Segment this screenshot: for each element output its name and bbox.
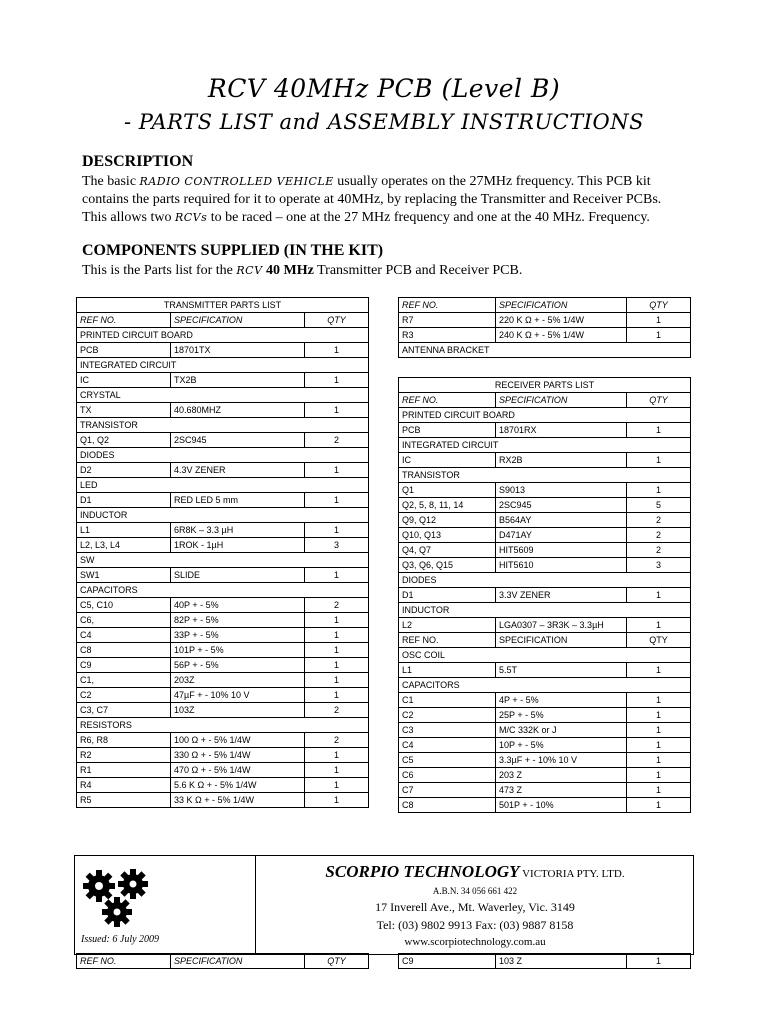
issued-date: Issued: 6 July 2009 xyxy=(81,934,160,945)
ref-no-cell: Q2, 5, 8, 11, 14 xyxy=(399,498,496,513)
specification-cell: 240 K Ω + - 5% 1/4W xyxy=(496,328,627,343)
ref-no-cell: D2 xyxy=(77,463,171,478)
parts-list-title: TRANSMITTER PARTS LIST xyxy=(77,298,369,313)
gears-logo-icon xyxy=(81,866,161,934)
table-row xyxy=(77,628,369,643)
specification-cell: 203 Z xyxy=(496,768,627,783)
description-line-2: contains the parts required for it to operate at 40MHz, by replacing the Transmitter and Receiver PCBs. xyxy=(82,192,662,207)
section-label: TRANSISTOR xyxy=(399,468,691,483)
ref-no-header: REF NO. xyxy=(399,393,496,408)
ref-no-cell: Q1 xyxy=(399,483,496,498)
section-row xyxy=(399,408,691,423)
qty-cell: 1 xyxy=(305,403,369,418)
specification-cell: D471AY xyxy=(496,528,627,543)
receiver-parts-table xyxy=(398,377,691,813)
document-subtitle: - PARTS LIST and ASSEMBLY INSTRUCTIONS xyxy=(123,110,645,134)
qty-cell: 1 xyxy=(627,313,691,328)
specification-cell: SPECIFICATION xyxy=(496,633,627,648)
specification-cell: 40.680MHZ xyxy=(171,403,305,418)
ref-no-cell: Q1, Q2 xyxy=(77,433,171,448)
qty-cell: QTY xyxy=(305,954,369,969)
qty-cell: 1 xyxy=(627,588,691,603)
table-row xyxy=(399,618,691,633)
specification-cell: 5.6 K Ω + - 5% 1/4W xyxy=(171,778,305,793)
ref-no-cell: R2 xyxy=(77,748,171,763)
ref-no-cell: D1 xyxy=(77,493,171,508)
specification-cell: 33 K Ω + - 5% 1/4W xyxy=(171,793,305,808)
ref-no-cell: PCB xyxy=(77,343,171,358)
qty-cell: 1 xyxy=(305,568,369,583)
table-row xyxy=(77,523,369,538)
ref-no-cell: REF NO. xyxy=(77,954,171,969)
ref-no-cell: C5, C10 xyxy=(77,598,171,613)
specification-cell: 2SC945 xyxy=(171,433,305,448)
table-header-row xyxy=(77,313,369,328)
table-row xyxy=(77,763,369,778)
section-label: SW xyxy=(77,553,369,568)
ref-no-cell: REF NO. xyxy=(399,633,496,648)
specification-cell: 25P + - 5% xyxy=(496,708,627,723)
table-row xyxy=(77,793,369,808)
specification-cell: HIT5610 xyxy=(496,558,627,573)
ref-no-header: REF NO. xyxy=(399,298,496,313)
company-website: www.scorpiotechnology.com.au xyxy=(404,936,546,948)
qty-header: QTY xyxy=(627,393,691,408)
table-row xyxy=(77,343,369,358)
qty-cell: 1 xyxy=(627,453,691,468)
description-heading: DESCRIPTION xyxy=(82,153,194,170)
table-row xyxy=(77,954,369,969)
ref-no-cell: C1 xyxy=(399,693,496,708)
section-row xyxy=(77,448,369,463)
table-row xyxy=(77,568,369,583)
section-label: OSC COIL xyxy=(399,648,691,663)
document-title: RCV 40MHz PCB (Level B) xyxy=(207,74,561,103)
table-row xyxy=(399,313,691,328)
qty-cell: 1 xyxy=(305,373,369,388)
table-row xyxy=(399,558,691,573)
section-label: TRANSISTOR xyxy=(77,418,369,433)
table-title-row xyxy=(399,378,691,393)
table-row xyxy=(399,633,691,648)
qty-cell: 2 xyxy=(305,703,369,718)
specification-header: SPECIFICATION xyxy=(171,313,305,328)
qty-cell: 1 xyxy=(305,673,369,688)
ref-no-cell: IC xyxy=(399,453,496,468)
table-header-row xyxy=(399,298,691,313)
qty-cell: 1 xyxy=(627,663,691,678)
section-row xyxy=(399,573,691,588)
table-row xyxy=(77,703,369,718)
table-row xyxy=(77,778,369,793)
specification-cell: 103 Z xyxy=(496,954,627,969)
ref-no-cell: C3, C7 xyxy=(77,703,171,718)
qty-header: QTY xyxy=(305,313,369,328)
qty-cell: 1 xyxy=(305,628,369,643)
section-label: RESISTORS xyxy=(77,718,369,733)
table-row xyxy=(399,663,691,678)
qty-cell: 1 xyxy=(627,738,691,753)
ref-no-cell: C2 xyxy=(77,688,171,703)
specification-header: SPECIFICATION xyxy=(496,393,627,408)
table-row xyxy=(77,688,369,703)
ref-no-cell: C3 xyxy=(399,723,496,738)
ref-no-cell: C2 xyxy=(399,708,496,723)
specification-cell: 4P + - 5% xyxy=(496,693,627,708)
specification-cell: B564AY xyxy=(496,513,627,528)
components-intro: This is the Parts list for the RCV 40 MHz Transmitter PCB and Receiver PCB. xyxy=(82,263,523,278)
table-row xyxy=(399,498,691,513)
table-row xyxy=(399,738,691,753)
ref-no-cell: R3 xyxy=(399,328,496,343)
qty-cell: 1 xyxy=(627,693,691,708)
table-row xyxy=(77,733,369,748)
section-row xyxy=(399,648,691,663)
ref-no-cell: Q9, Q12 xyxy=(399,513,496,528)
specification-cell: 3.3V ZENER xyxy=(496,588,627,603)
section-label: CRYSTAL xyxy=(77,388,369,403)
section-label: DIODES xyxy=(77,448,369,463)
ref-no-cell: R7 xyxy=(399,313,496,328)
table-row xyxy=(77,463,369,478)
ref-no-cell: Q10, Q13 xyxy=(399,528,496,543)
specification-cell: SLIDE xyxy=(171,568,305,583)
table-row xyxy=(399,453,691,468)
qty-cell: 1 xyxy=(305,688,369,703)
qty-cell: 1 xyxy=(627,798,691,813)
specification-cell: 40P + - 5% xyxy=(171,598,305,613)
specification-cell: 5.5T xyxy=(496,663,627,678)
qty-cell: 1 xyxy=(305,463,369,478)
specification-cell: 103Z xyxy=(171,703,305,718)
table-row xyxy=(77,493,369,508)
section-label: LED xyxy=(77,478,369,493)
table-row xyxy=(399,588,691,603)
ref-no-cell: R4 xyxy=(77,778,171,793)
qty-header: QTY xyxy=(627,298,691,313)
qty-cell: 1 xyxy=(305,748,369,763)
specification-cell: 203Z xyxy=(171,673,305,688)
transmitter-parts-continued-table xyxy=(398,297,691,358)
ref-no-cell: C1, xyxy=(77,673,171,688)
bottom-right-row xyxy=(398,953,691,969)
ref-no-cell: L1 xyxy=(399,663,496,678)
ref-no-cell: L2 xyxy=(399,618,496,633)
qty-cell: 2 xyxy=(305,598,369,613)
specification-cell: 10P + - 5% xyxy=(496,738,627,753)
qty-cell: 1 xyxy=(627,783,691,798)
qty-cell: 1 xyxy=(627,483,691,498)
ref-no-cell: D1 xyxy=(399,588,496,603)
section-row xyxy=(77,583,369,598)
specification-cell: 100 Ω + - 5% 1/4W xyxy=(171,733,305,748)
qty-cell: 1 xyxy=(627,753,691,768)
ref-no-cell: C5 xyxy=(399,753,496,768)
table-row xyxy=(77,613,369,628)
specification-cell: HIT5609 xyxy=(496,543,627,558)
specification-cell: 18701RX xyxy=(496,423,627,438)
section-label: INTEGRATED CIRCUIT xyxy=(399,438,691,453)
table-row xyxy=(399,528,691,543)
specification-cell: LGA0307 – 3R3K – 3.3µH xyxy=(496,618,627,633)
section-row xyxy=(399,468,691,483)
specification-cell: TX2B xyxy=(171,373,305,388)
qty-cell: 3 xyxy=(305,538,369,553)
specification-cell: S9013 xyxy=(496,483,627,498)
parts-list-title: RECEIVER PARTS LIST xyxy=(399,378,691,393)
table-row xyxy=(77,403,369,418)
ref-no-cell: R5 xyxy=(77,793,171,808)
ref-no-cell: C6, xyxy=(77,613,171,628)
table-row xyxy=(77,433,369,448)
qty-cell: 3 xyxy=(627,558,691,573)
qty-cell: 1 xyxy=(305,763,369,778)
section-row xyxy=(77,388,369,403)
table-row xyxy=(399,768,691,783)
ref-no-cell: C4 xyxy=(399,738,496,753)
table-row xyxy=(399,543,691,558)
table-row xyxy=(77,673,369,688)
ref-no-cell: TX xyxy=(77,403,171,418)
qty-cell: 1 xyxy=(305,343,369,358)
ref-no-cell: Q4, Q7 xyxy=(399,543,496,558)
specification-cell: RED LED 5 mm xyxy=(171,493,305,508)
section-label: PRINTED CIRCUIT BOARD xyxy=(399,408,691,423)
table-row xyxy=(77,748,369,763)
ref-no-cell: C9 xyxy=(399,954,496,969)
qty-cell: 5 xyxy=(627,498,691,513)
ref-no-cell: SW1 xyxy=(77,568,171,583)
specification-header: SPECIFICATION xyxy=(496,298,627,313)
qty-cell: 1 xyxy=(627,768,691,783)
components-heading: COMPONENTS SUPPLIED (IN THE KIT) xyxy=(82,242,384,259)
specification-cell: 4.3V ZENER xyxy=(171,463,305,478)
specification-cell: M/C 332K or J xyxy=(496,723,627,738)
table-row xyxy=(399,483,691,498)
company-address: 17 Inverell Ave., Mt. Waverley, Vic. 3149 xyxy=(375,900,575,914)
ref-no-cell: L2, L3, L4 xyxy=(77,538,171,553)
qty-cell: 1 xyxy=(305,778,369,793)
section-label: DIODES xyxy=(399,573,691,588)
table-title-row xyxy=(77,298,369,313)
specification-cell: 3.3µF + - 10% 10 V xyxy=(496,753,627,768)
ref-no-cell: IC xyxy=(77,373,171,388)
specification-cell: 82P + - 5% xyxy=(171,613,305,628)
specification-cell: 56P + - 5% xyxy=(171,658,305,673)
qty-cell: 1 xyxy=(305,493,369,508)
section-label: INDUCTOR xyxy=(399,603,691,618)
bottom-left-header-row xyxy=(76,953,369,969)
table-header-row xyxy=(399,393,691,408)
company-phone: Tel: (03) 9802 9913 Fax: (03) 9887 8158 xyxy=(376,918,574,932)
section-row xyxy=(77,508,369,523)
ref-no-header: REF NO. xyxy=(77,313,171,328)
table-row xyxy=(399,783,691,798)
section-label: ANTENNA BRACKET xyxy=(399,343,691,358)
table-row xyxy=(399,708,691,723)
section-label: INTEGRATED CIRCUIT xyxy=(77,358,369,373)
table-row xyxy=(399,423,691,438)
table-row xyxy=(77,538,369,553)
qty-cell: 1 xyxy=(305,793,369,808)
table-row xyxy=(399,753,691,768)
qty-cell: 1 xyxy=(305,523,369,538)
specification-cell: 2SC945 xyxy=(496,498,627,513)
specification-cell: 6R8K – 3.3 µH xyxy=(171,523,305,538)
specification-cell: 501P + - 10% xyxy=(496,798,627,813)
qty-cell: 1 xyxy=(627,618,691,633)
specification-cell: 220 K Ω + - 5% 1/4W xyxy=(496,313,627,328)
table-row xyxy=(77,373,369,388)
ref-no-cell: C8 xyxy=(399,798,496,813)
table-row xyxy=(399,513,691,528)
company-footer xyxy=(74,855,694,955)
ref-no-cell: C7 xyxy=(399,783,496,798)
section-row xyxy=(399,603,691,618)
qty-cell: QTY xyxy=(627,633,691,648)
table-row xyxy=(399,954,691,969)
qty-cell: 1 xyxy=(305,643,369,658)
section-label: CAPACITORS xyxy=(77,583,369,598)
table-row xyxy=(77,598,369,613)
ref-no-cell: PCB xyxy=(399,423,496,438)
section-row xyxy=(77,358,369,373)
specification-cell: 1ROK - 1µH xyxy=(171,538,305,553)
section-label: CAPACITORS xyxy=(399,678,691,693)
specification-cell: 330 Ω + - 5% 1/4W xyxy=(171,748,305,763)
qty-cell: 1 xyxy=(627,328,691,343)
specification-cell: 33P + - 5% xyxy=(171,628,305,643)
ref-no-cell: C4 xyxy=(77,628,171,643)
qty-cell: 2 xyxy=(305,433,369,448)
specification-cell: 470 Ω + - 5% 1/4W xyxy=(171,763,305,778)
section-row xyxy=(399,438,691,453)
table-row xyxy=(399,723,691,738)
table-row xyxy=(77,658,369,673)
ref-no-cell: C8 xyxy=(77,643,171,658)
section-label: INDUCTOR xyxy=(77,508,369,523)
qty-cell: 2 xyxy=(627,513,691,528)
table-row xyxy=(399,693,691,708)
qty-cell: 2 xyxy=(627,528,691,543)
description-line-3: This allows two RCVs to be raced – one at the 27 MHz frequency and one at the 40 MHz. Frequency. xyxy=(82,210,650,225)
section-row xyxy=(77,553,369,568)
qty-cell: 1 xyxy=(627,723,691,738)
ref-no-cell: R6, R8 xyxy=(77,733,171,748)
section-row xyxy=(399,343,691,358)
section-row xyxy=(399,678,691,693)
ref-no-cell: C6 xyxy=(399,768,496,783)
ref-no-cell: Q3, Q6, Q15 xyxy=(399,558,496,573)
table-row xyxy=(399,798,691,813)
ref-no-cell: R1 xyxy=(77,763,171,778)
specification-cell: 473 Z xyxy=(496,783,627,798)
qty-cell: 1 xyxy=(627,708,691,723)
description-line-1: The basic RADIO CONTROLLED VEHICLE usually operates on the 27MHz frequency. This PCB kit xyxy=(82,174,651,189)
company-name: SCORPIO TECHNOLOGY VICTORIA PTY. LTD. xyxy=(325,862,625,881)
specification-cell: 18701TX xyxy=(171,343,305,358)
transmitter-parts-table xyxy=(76,297,369,808)
section-label: PRINTED CIRCUIT BOARD xyxy=(77,328,369,343)
specification-cell: RX2B xyxy=(496,453,627,468)
ref-no-cell: L1 xyxy=(77,523,171,538)
section-row xyxy=(77,328,369,343)
qty-cell: 1 xyxy=(305,613,369,628)
section-row xyxy=(77,478,369,493)
company-abn: A.B.N. 34 056 661 422 xyxy=(432,886,518,896)
table-row xyxy=(399,328,691,343)
company-details xyxy=(255,856,694,954)
specification-cell: 101P + - 5% xyxy=(171,643,305,658)
specification-cell: 47µF + - 10% 10 V xyxy=(171,688,305,703)
ref-no-cell: C9 xyxy=(77,658,171,673)
qty-cell: 1 xyxy=(627,954,691,969)
qty-cell: 2 xyxy=(305,733,369,748)
specification-cell: SPECIFICATION xyxy=(171,954,305,969)
table-row xyxy=(77,643,369,658)
qty-cell: 1 xyxy=(305,658,369,673)
section-row xyxy=(77,718,369,733)
qty-cell: 2 xyxy=(627,543,691,558)
description-paragraph xyxy=(82,173,702,227)
qty-cell: 1 xyxy=(627,423,691,438)
section-row xyxy=(77,418,369,433)
